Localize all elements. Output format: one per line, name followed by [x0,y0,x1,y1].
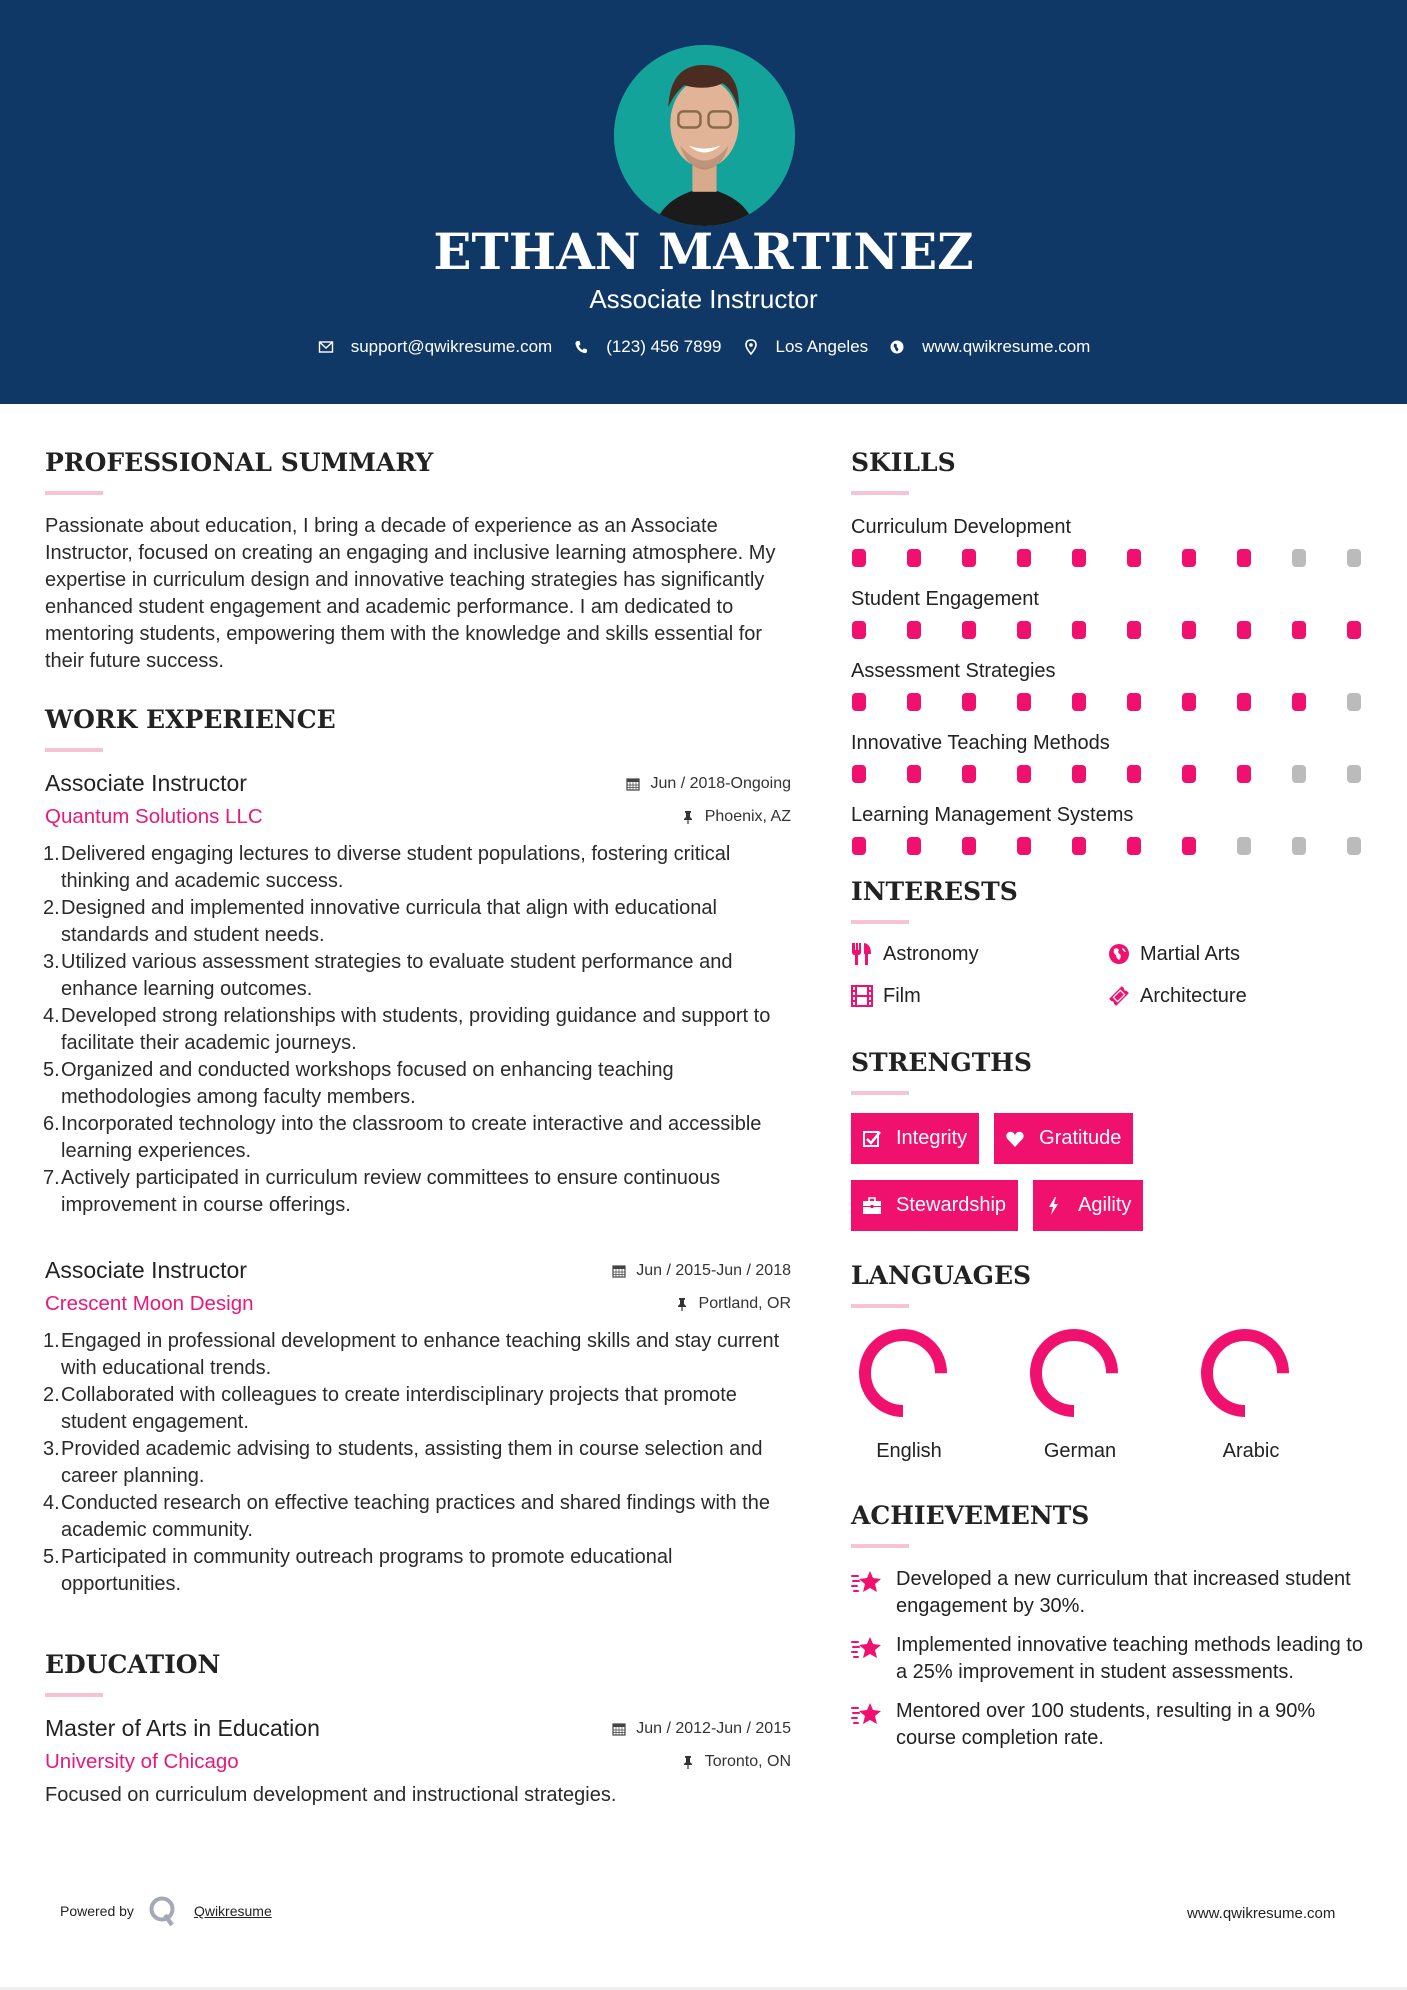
heading-underline [45,748,103,752]
heading-underline [851,1304,909,1308]
skill-dot-filled [1072,621,1086,639]
skill-dot-filled [1237,621,1251,639]
list-item: 2. Collaborated with colleagues to create interdisciplinary projects that promote student engagement. [43,1384,737,1433]
ticket-icon [1108,984,1130,1008]
globe-icon [888,338,906,356]
achievement-item: Developed a new curriculum that increased student engagement by 30%. [851,1566,1371,1620]
skill-dot-filled [962,549,976,567]
section-heading: STRENGTHS [851,1048,1032,1077]
education-dates: Jun / 2012-Jun / 2015 [612,1720,791,1738]
skill-dot-filled [907,621,921,639]
strength-badge: Agility [1033,1180,1143,1231]
section-heading: SKILLS [851,448,956,477]
skill-rating [851,693,1371,711]
skill-dot-filled [852,549,866,567]
skill-dot-filled [907,837,921,855]
skill-dot-filled [1292,693,1306,711]
briefcase-icon [862,1196,882,1216]
company-name: Crescent Moon Design [45,1292,254,1315]
interests-section [851,877,1371,1008]
education-location: Toronto, ON [681,1753,791,1771]
section-heading: PROFESSIONAL SUMMARY [45,448,434,477]
skill-dot-empty [1292,837,1306,855]
skill-dot-filled [962,621,976,639]
contact-bar [0,337,1407,357]
pushpin-icon [675,1297,689,1311]
language-item [851,1326,1022,1463]
list-item: 6. Incorporated technology into the classroom to create interactive and accessible learning experiences. [43,1113,762,1162]
contact-email-text: support@qwikresume.com [350,337,553,356]
strength-badge: Integrity [851,1113,979,1164]
right-column [851,405,1371,1764]
experience-section [45,705,791,1598]
section-heading: EDUCATION [45,1650,221,1679]
language-name: German [1043,1440,1117,1462]
skill-name: Assessment Strategies [851,660,1056,682]
interest-item: Architecture [1108,984,1358,1008]
summary-section [45,448,791,675]
section-heading: INTERESTS [851,877,1018,906]
skill-dot-filled [1072,693,1086,711]
skill-dot-filled [1127,549,1141,567]
list-item: 1. Engaged in professional development to enhance teaching skills and stay current with educational trends. [43,1330,780,1379]
powered-by-label: Powered by [60,1903,134,1919]
heart-icon [1005,1129,1025,1149]
list-item: 5. Participated in community outreach programs to promote educational opportunities. [43,1546,673,1595]
achievement-item: Mentored over 100 students, resulting in a 90% course completion rate. [851,1698,1371,1752]
skill-dot-filled [1237,549,1251,567]
skill-dot-filled [1292,621,1306,639]
profile-photo [614,45,795,226]
film-icon [851,984,873,1008]
list-item: 7. Actively participated in curriculum review committees to ensure continuous improvement in course offerings. [43,1167,721,1216]
skill-dot-filled [907,693,921,711]
interest-item: Astronomy [851,942,1108,966]
skill-name: Curriculum Development [851,516,1072,538]
skill-item [851,585,1371,639]
shooting-star-icon [851,1634,883,1664]
skill-dot-empty [1292,549,1306,567]
qwikresume-link[interactable]: Qwikresume [193,1903,272,1919]
list-item: 3. Provided academic advising to students, assisting them in course selection and career planning. [43,1438,763,1487]
skill-dot-empty [1347,837,1361,855]
contact-location [742,337,869,357]
strengths-section [851,1048,1371,1231]
skill-name: Learning Management Systems [851,804,1134,826]
skill-dot-filled [1017,765,1031,783]
skill-dot-empty [1292,765,1306,783]
list-item: 4. Conducted research on effective teaching practices and shared findings with the academic community. [43,1492,770,1541]
calendar-icon [612,1264,626,1278]
skill-dot-empty [1237,837,1251,855]
skill-dot-filled [1182,621,1196,639]
language-progress-ring [1027,1326,1121,1420]
candidate-name: ETHAN MARTINEZ [433,222,974,281]
phone-icon [572,338,590,356]
list-item: 2. Designed and implemented innovative curricula that align with educational standards and student needs. [43,897,717,946]
company-name: Quantum Solutions LLC [45,805,263,828]
skill-item [851,657,1371,711]
skill-rating [851,621,1371,639]
skill-item [851,801,1371,855]
interest-item: Martial Arts [1108,942,1358,966]
skill-dot-filled [962,693,976,711]
list-item: 4. Developed strong relationships with students, providing guidance and support to facilitate their academic journeys. [43,1005,771,1054]
skill-dot-filled [1347,621,1361,639]
shooting-star-icon [851,1700,883,1730]
heading-underline [851,491,909,495]
heading-underline [851,1091,909,1095]
utensils-icon [851,942,873,966]
resume-header [0,0,1407,404]
skill-dot-filled [1237,765,1251,783]
language-progress-ring [1198,1326,1292,1420]
section-heading: ACHIEVEMENTS [851,1501,1090,1530]
contact-email[interactable] [317,337,553,357]
skill-dot-empty [1347,693,1361,711]
job-title: Associate Instructor [45,1257,247,1283]
language-name: Arabic [1222,1440,1280,1462]
map-marker-icon [742,338,760,356]
skill-dot-filled [1182,693,1196,711]
calendar-icon [626,777,640,791]
achievements-section [851,1501,1371,1752]
list-item: 3. Utilized various assessment strategies to evaluate student performance and enhance learning outcomes. [43,951,733,1000]
pushpin-icon [681,810,695,824]
language-item [1193,1326,1364,1463]
list-item: 1. Delivered engaging lectures to diverse student populations, fostering critical thinking and academic success. [43,843,731,892]
skill-dot-filled [962,837,976,855]
skills-section [851,448,1371,855]
job-entry [45,1257,791,1598]
achievement-item: Implemented innovative teaching methods leading to a 25% improvement in student assessments. [851,1632,1371,1686]
qwikresume-logo-icon [148,1895,178,1927]
contact-website[interactable] [888,337,1090,357]
job-dates: Jun / 2018-Ongoing [626,775,791,793]
heading-underline [851,1544,909,1548]
job-entry [45,770,791,1219]
skill-dot-filled [1017,837,1031,855]
skill-dot-filled [852,837,866,855]
checkbox-icon [862,1129,882,1149]
skill-dot-filled [852,621,866,639]
skill-dot-filled [1237,693,1251,711]
job-bullets [45,1328,791,1598]
skill-dot-empty [1347,549,1361,567]
powered-by [60,1895,272,1927]
skill-dot-empty [1347,765,1361,783]
heading-underline [851,920,909,924]
language-item [1022,1326,1193,1463]
skill-dot-filled [962,765,976,783]
interest-item: Film [851,984,1108,1008]
strength-badge: Gratitude [994,1113,1133,1164]
skill-dot-filled [907,765,921,783]
pushpin-icon [681,1755,695,1769]
job-location: Portland, OR [675,1295,791,1313]
skill-dot-filled [1182,837,1196,855]
heading-underline [45,491,103,495]
skill-dot-filled [1017,693,1031,711]
skill-dot-filled [1127,765,1141,783]
skill-dot-filled [1017,621,1031,639]
skill-item [851,513,1371,567]
person-photo-icon [614,45,795,226]
degree-title: Master of Arts in Education [45,1715,320,1741]
language-progress-ring [856,1326,950,1420]
footer-url[interactable]: www.qwikresume.com [1187,1905,1336,1922]
school-name: University of Chicago [45,1750,239,1773]
skill-item [851,729,1371,783]
skill-name: Innovative Teaching Methods [851,732,1110,754]
skill-rating [851,549,1371,567]
skill-dot-filled [1072,549,1086,567]
skill-dot-filled [1182,765,1196,783]
skill-dot-filled [1072,765,1086,783]
skill-dot-filled [1127,693,1141,711]
globe-icon [1108,942,1130,966]
skill-dot-filled [852,765,866,783]
summary-text: Passionate about education, I bring a decade of experience as an Associate Instructor, focused on creating an engaging and inclusive learning atmosphere. My expertise in curriculum design and innovative teaching strategies has significantly enhanced student engagement and academic performance. I am dedicated to mentoring students, empowering them with the knowledge and skills essential for their future success. [45,515,776,672]
heading-underline [45,1693,103,1697]
language-name: English [876,1440,942,1462]
strength-badge: Stewardship [851,1180,1018,1231]
skill-dot-filled [907,549,921,567]
skill-dot-filled [1182,549,1196,567]
contact-phone-text: (123) 456 7899 [606,337,722,356]
job-bullets [45,841,791,1219]
envelope-icon [317,338,335,356]
calendar-icon [612,1722,626,1736]
skill-name: Student Engagement [851,588,1039,610]
skill-rating [851,837,1371,855]
skill-dot-filled [1072,837,1086,855]
skill-dot-filled [852,693,866,711]
education-description: Focused on curriculum development and instructional strategies. [45,1784,617,1806]
left-column [45,405,791,1809]
job-title: Associate Instructor [45,770,247,796]
contact-phone[interactable] [572,337,721,357]
list-item: 5. Organized and conducted workshops focused on enhancing teaching methodologies among faculty members. [43,1059,674,1108]
languages-section [851,1261,1371,1463]
skill-dot-filled [1127,837,1141,855]
section-heading: WORK EXPERIENCE [45,705,336,734]
candidate-title: Associate Instructor [589,284,818,314]
skills-list [851,513,1371,855]
contact-website-text: www.qwikresume.com [922,337,1091,356]
job-location: Phoenix, AZ [681,808,791,826]
education-section [45,1650,791,1809]
skill-dot-filled [1017,549,1031,567]
section-heading: LANGUAGES [851,1261,1032,1290]
bolt-icon [1044,1196,1064,1216]
skill-rating [851,765,1371,783]
job-dates: Jun / 2015-Jun / 2018 [612,1262,791,1280]
skill-dot-filled [1127,621,1141,639]
shooting-star-icon [851,1568,883,1598]
contact-location-text: Los Angeles [775,337,869,356]
